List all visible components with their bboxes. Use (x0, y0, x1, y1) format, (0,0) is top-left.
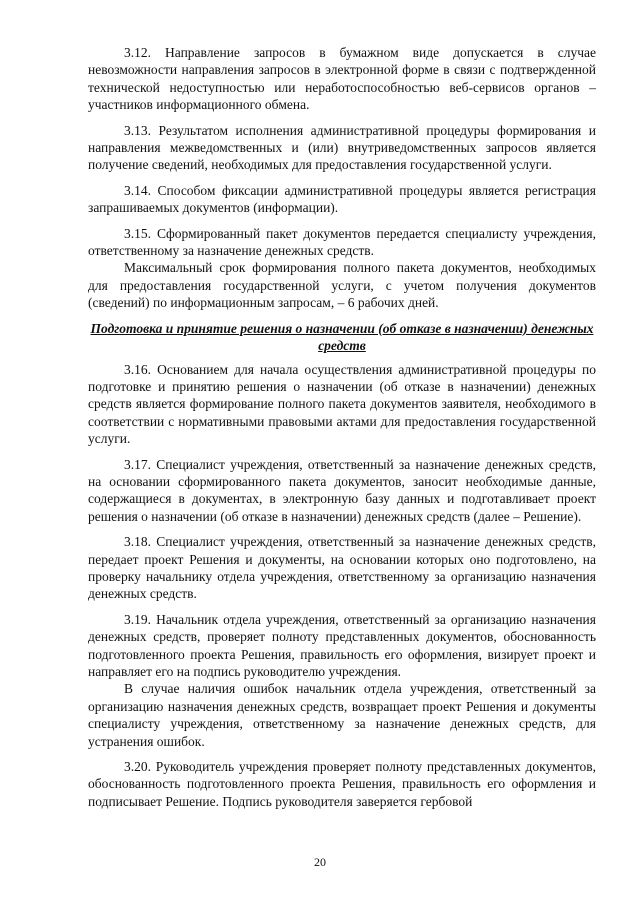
page-number: 20 (314, 855, 326, 869)
paragraph-3-13: 3.13. Результатом исполнения административной процедуры формирования и направления межведомственных и (или) внутриведомственных запросов является получение сведений, необходимых для предоставления государственной услуги. (88, 122, 596, 173)
paragraph-3-12: 3.12. Направление запросов в бумажном виде допускается в случае невозможности направления запросов в электронной форме в связи с подтвержденной технической недоступностью или неработоспособностью веб-сервисов органов – участников информационного обмена. (88, 45, 596, 113)
paragraph-errors: В случае наличия ошибок начальник отдела учреждения, ответственный за организацию назначения денежных средств, возвращает проект Решения и документы специалисту учреждения, ответственному за назначение денежных средств, для устранения ошибок. (88, 681, 596, 749)
section-heading: Подготовка и принятие решения о назначении (об отказе в назначении) денежных средств (90, 320, 594, 354)
paragraph-3-20: 3.20. Руководитель учреждения проверяет полноту представленных документов, обоснованность подготовленного проекта Решения, правильность его оформления и подписывает Решение. Подпись руководителя заверяется гербовой (88, 759, 596, 809)
paragraph-max-term: Максимальный срок формирования полного пакета документов, необходимых для предоставления государственной услуги, с учетом получения документов (сведений) по информационным запросам, – 6 рабочих дней. (88, 260, 596, 311)
paragraph-3-17: 3.17. Специалист учреждения, ответственный за назначение денежных средств, на основании сформированного пакета документов, заносит необходимые данные, содержащиеся в документах, в электронную базу данных и подготавливает проект решения о назначении (об отказе в назначении) денежных средств (далее – Решение). (88, 456, 596, 524)
paragraph-3-19: 3.19. Начальник отдела учреждения, ответственный за организацию назначения денежных средств, проверяет полноту представленных документов, обоснованность подготовленного проекта Решения, правильность его оформления, визирует проект и направляет его на подпись руководителю учреждения. (88, 611, 596, 679)
paragraph-3-14: 3.14. Способом фиксации административной процедуры является регистрация запрашиваемых документов (информации). (88, 182, 596, 216)
paragraph-3-18: 3.18. Специалист учреждения, ответственный за назначение денежных средств, передает проект Решения и документы, на основании которых оно подготовлено, на проверку начальнику отдела учреждения, ответственному за организацию назначения денежных средств. (88, 534, 596, 602)
document-page (88, 44, 596, 884)
paragraph-3-15: 3.15. Сформированный пакет документов передается специалисту учреждения, ответственному за назначение денежных средств. (88, 225, 596, 259)
paragraph-3-16: 3.16. Основанием для начала осуществления административной процедуры по подготовке и принятию решения о назначении (об отказе в назначении) денежных средств является формирование полного пакета документов заявителя, необходимого в соответствии с нормативными правовыми актами для предоставления государственной услуги. (88, 361, 596, 447)
